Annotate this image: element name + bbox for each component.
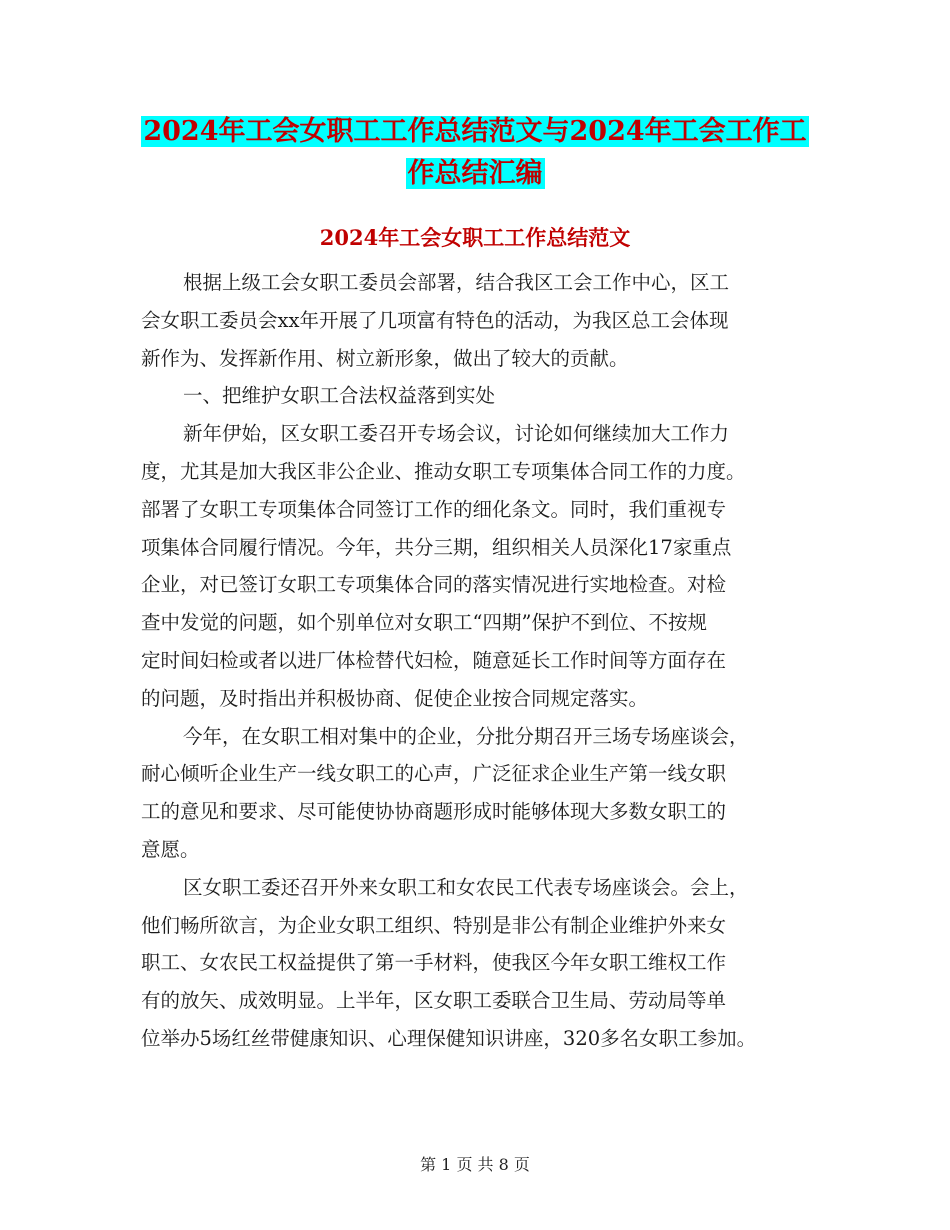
paragraph-3-line-6: 查中发觉的问题，如个别单位对女职工“四期”保护不到位、不按规 [141,611,707,635]
document-title-text-1: 2024年工会女职工工作总结范文与2024年工会工作工 [143,116,807,147]
paragraph-4-line-3: 工的意见和要求、尽可能使协协商题形成时能够体现大多数女职工的 [141,800,727,824]
paragraph-1-line-1: 根据上级工会女职工委员会部署，结合我区工会工作中心，区工 [183,271,730,294]
document-title-line-2 [0,152,950,196]
paragraph-4-line-2: 耐心倾听企业生产一线女职工的心声，广泛征求企业生产第一线女职 [141,762,727,786]
paragraph-5-line-1: 区女职工委还召开外来女职工和女农民工代表专场座谈会。会上， [183,875,749,899]
document-title-line-1 [0,110,950,154]
paragraph-3-line-3: 部署了女职工专项集体合同签订工作的细化条文。同时，我们重视专 [141,497,727,521]
paragraph-3-line-8: 的问题，及时指出并积极协商、促使企业按合同规定落实。 [141,686,649,710]
paragraph-5-line-5: 位举办5场红丝带健康知识、心理保健知识讲座，320多名女职工参加。 [141,1026,757,1050]
paragraph-4-line-4: 意愿。 [141,837,200,861]
paragraph-2-line-1: 一、把维护女职工合法权益落到实处 [183,384,496,408]
paragraph-5-line-3: 职工、女农民工权益提供了第一手材料，使我区今年女职工维权工作 [141,951,727,975]
section-title: 2024年工会女职工工作总结范文 [319,225,631,250]
page-footer: 第 1 页 共 8 页 [420,1155,530,1174]
paragraph-1-line-3: 新作为、发挥新作用、树立新形象，做出了较大的贡献。 [141,346,629,370]
paragraph-3-line-2: 度，尤其是加大我区非公企业、推动女职工专项集体合同工作的力度。 [141,459,746,483]
paragraph-3-line-1: 新年伊始，区女职工委召开专场会议，讨论如何继续加大工作力 [183,422,730,446]
paragraph-3-line-4: 项集体合同履行情况。今年，共分三期，组织相关人员深化17家重点 [141,535,732,559]
paragraph-5-line-2: 他们畅所欲言，为企业女职工组织、特别是非公有制企业维护外来女 [141,913,727,937]
paragraph-4-line-1: 今年，在女职工相对集中的企业，分批分期召开三场专场座谈会， [183,724,749,748]
document-title-text-2: 作总结汇编 [407,158,543,189]
paragraph-3-line-7: 定时间妇检或者以进厂体检替代妇检，随意延长工作时间等方面存在 [141,648,727,672]
body-text [141,264,811,1058]
paragraph-1-line-2: 会女职工委员会xx年开展了几项富有特色的活动，为我区总工会体现 [141,308,729,332]
paragraph-5-line-4: 有的放矢、成效明显。上半年，区女职工委联合卫生局、劳动局等单 [141,989,727,1013]
paragraph-3-line-5: 企业，对已签订女职工专项集体合同的落实情况进行实地检查。对检 [141,573,727,597]
